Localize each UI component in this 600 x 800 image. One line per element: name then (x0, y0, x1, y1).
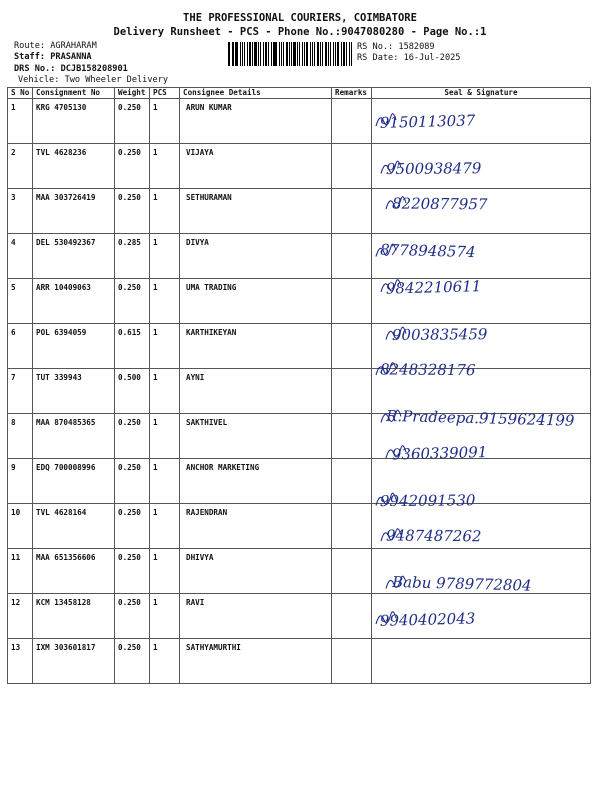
row-consignment: MAA 870485365 (33, 414, 115, 459)
row-weight: 0.250 (115, 549, 150, 594)
row-sno: 9 (8, 459, 33, 504)
row-pcs: 1 (150, 504, 180, 549)
row-consignment: POL 6394059 (33, 324, 115, 369)
row-sno: 2 (8, 144, 33, 189)
row-signature-cell (372, 99, 591, 144)
handwritten-signature: 9940402043 (379, 609, 476, 630)
barcode-bar (233, 42, 234, 66)
row-pcs: 1 (150, 414, 180, 459)
row-remarks (332, 144, 372, 189)
row-sno: 8 (8, 414, 33, 459)
row-consignment: KCM 13458128 (33, 594, 115, 639)
barcode-bar (249, 42, 251, 66)
row-signature-cell (372, 234, 591, 279)
row-sno: 7 (8, 369, 33, 414)
barcode-bar (297, 42, 298, 66)
barcode-bar (273, 42, 274, 66)
row-remarks (332, 459, 372, 504)
handwritten-signature: 9842210611 (385, 277, 482, 298)
barcode-bar (268, 42, 269, 66)
table-row (8, 279, 591, 324)
row-pcs: 1 (150, 189, 180, 234)
row-weight: 0.500 (115, 369, 150, 414)
barcode-bar (337, 42, 339, 66)
row-signature-cell (372, 279, 591, 324)
row-weight: 0.250 (115, 144, 150, 189)
handwritten-signature: 9487487262 (385, 526, 482, 546)
row-consignee: KARTHIKEYAN (180, 324, 332, 369)
barcode-bar (343, 42, 345, 66)
handwritten-signature: 9150113037 (379, 111, 476, 132)
barcode-bar (349, 42, 350, 66)
barcode-bar (330, 42, 332, 66)
barcode-bar (317, 42, 319, 66)
row-sno: 11 (8, 549, 33, 594)
barcode-bar (328, 42, 329, 66)
row-pcs: 1 (150, 459, 180, 504)
barcode-bar (274, 42, 276, 66)
table-row (8, 234, 591, 279)
barcode-bar (302, 42, 303, 66)
col-weight: Weight (115, 88, 150, 99)
barcode (228, 42, 353, 66)
barcode-bar (312, 42, 313, 66)
row-sno: 4 (8, 234, 33, 279)
row-remarks (332, 639, 372, 684)
barcode-bar (235, 42, 237, 66)
row-weight: 0.615 (115, 324, 150, 369)
row-sno: 3 (8, 189, 33, 234)
row-consignee: ANCHOR MARKETING (180, 459, 332, 504)
row-consignee: SAKTHIVEL (180, 414, 332, 459)
row-consignment: TVL 4628236 (33, 144, 115, 189)
rs-date: RS Date: 16-Jul-2025 (357, 53, 461, 63)
row-remarks (332, 279, 372, 324)
barcode-bar (286, 42, 288, 66)
row-sno: 10 (8, 504, 33, 549)
route-label: Route: AGRAHARAM (14, 41, 97, 51)
row-consignee: RAJENDRAN (180, 504, 332, 549)
row-weight: 0.250 (115, 594, 150, 639)
drs-label: DRS No.: DCJB158208901 (14, 64, 128, 74)
row-sno: 5 (8, 279, 33, 324)
handwritten-signature: 9003835459 (391, 325, 488, 345)
row-signature-cell (372, 189, 591, 234)
table-row (8, 459, 591, 504)
row-signature-cell (372, 414, 591, 459)
table-row (8, 504, 591, 549)
row-consignment: MAA 303726419 (33, 189, 115, 234)
row-pcs: 1 (150, 234, 180, 279)
table-row (8, 369, 591, 414)
barcode-bar (258, 42, 259, 66)
row-sno: 1 (8, 99, 33, 144)
row-consignee: SATHYAMURTHI (180, 639, 332, 684)
barcode-bar (310, 42, 312, 66)
row-weight: 0.250 (115, 189, 150, 234)
row-consignment: MAA 651356606 (33, 549, 115, 594)
barcode-bar (260, 42, 261, 66)
table-row (8, 414, 591, 459)
row-sno: 13 (8, 639, 33, 684)
barcode-bar (346, 42, 347, 66)
row-remarks (332, 549, 372, 594)
row-consignment: ARR 10409063 (33, 279, 115, 324)
handwritten-signature: 8220877957 (391, 194, 488, 214)
barcode-bar (341, 42, 342, 66)
barcode-bar (304, 42, 305, 66)
row-weight: 0.285 (115, 234, 150, 279)
row-consignment: IXM 303601817 (33, 639, 115, 684)
row-consignee: RAVI (180, 594, 332, 639)
row-signature-cell (372, 369, 591, 414)
barcode-bar (291, 42, 292, 66)
row-pcs: 1 (150, 144, 180, 189)
barcode-bar (254, 42, 256, 66)
barcode-bar (314, 42, 315, 66)
barcode-bar (283, 42, 284, 66)
row-consignee: ARUN KUMAR (180, 99, 332, 144)
row-sno: 6 (8, 324, 33, 369)
table-row (8, 639, 591, 684)
row-weight: 0.250 (115, 99, 150, 144)
barcode-bar (242, 42, 244, 66)
row-consignee: DHIVYA (180, 549, 332, 594)
row-signature-cell (372, 459, 591, 504)
runsheet-subtitle: Delivery Runsheet - PCS - Phone No.:9047080280 - Page No.:1 (113, 26, 487, 38)
barcode-bar (335, 42, 336, 66)
col-pcs: PCS (150, 88, 180, 99)
handwritten-signature: 8248328176 (379, 360, 476, 380)
barcode-bar (306, 42, 308, 66)
col-consignment: Consignment No (33, 88, 115, 99)
handwritten-signature: 9500938479 (385, 159, 482, 179)
row-pcs: 1 (150, 369, 180, 414)
table-row (8, 99, 591, 144)
row-remarks (332, 189, 372, 234)
table-row (8, 324, 591, 369)
row-weight: 0.250 (115, 459, 150, 504)
row-signature-cell (372, 594, 591, 639)
handwritten-signature: Babu 9789772804 (391, 572, 532, 595)
runsheet-table (7, 87, 591, 684)
row-pcs: 1 (150, 279, 180, 324)
row-sno: 12 (8, 594, 33, 639)
row-remarks (332, 594, 372, 639)
row-consignment: EDQ 700008996 (33, 459, 115, 504)
table-header-row (8, 88, 591, 99)
handwritten-signature: R.Pradeepa.9159624199 (385, 406, 575, 430)
barcode-bar (247, 42, 248, 66)
row-signature-cell (372, 324, 591, 369)
rs-number: RS No.: 1582089 (357, 42, 435, 52)
row-consignment: TVL 4628164 (33, 504, 115, 549)
barcode-bar (252, 42, 253, 66)
barcode-bar (289, 42, 290, 66)
handwritten-signature: 9942091530 (379, 491, 476, 511)
barcode-bar (265, 42, 267, 66)
barcode-bar (228, 42, 230, 66)
barcode-bar (293, 42, 295, 66)
row-signature-cell (372, 144, 591, 189)
row-consignment: DEL 530492367 (33, 234, 115, 279)
row-weight: 0.250 (115, 414, 150, 459)
col-remarks: Remarks (332, 88, 372, 99)
row-signature-cell (372, 549, 591, 594)
vehicle-label: Vehicle: Two Wheeler Delivery (18, 75, 169, 85)
row-consignee: DIVYA (180, 234, 332, 279)
row-consignee: UMA TRADING (180, 279, 332, 324)
row-pcs: 1 (150, 639, 180, 684)
barcode-bar (244, 42, 245, 66)
barcode-bar (240, 42, 241, 66)
handwritten-signature: 9360339091 (391, 443, 488, 464)
table-row (8, 189, 591, 234)
row-weight: 0.250 (115, 279, 150, 324)
row-consignee: VIJAYA (180, 144, 332, 189)
staff-label: Staff: PRASANNA (14, 52, 92, 62)
table-row (8, 144, 591, 189)
barcode-bar (333, 42, 334, 66)
row-weight: 0.250 (115, 639, 150, 684)
barcode-bar (281, 42, 282, 66)
row-remarks (332, 369, 372, 414)
row-remarks (332, 324, 372, 369)
row-pcs: 1 (150, 549, 180, 594)
row-pcs: 1 (150, 324, 180, 369)
row-remarks (332, 414, 372, 459)
row-consignment: KRG 4705130 (33, 99, 115, 144)
col-sno: S No (8, 88, 33, 99)
row-remarks (332, 504, 372, 549)
barcode-bar (263, 42, 265, 66)
barcode-bar (299, 42, 301, 66)
barcode-bar (232, 42, 233, 66)
barcode-bar (322, 42, 323, 66)
row-pcs: 1 (150, 99, 180, 144)
col-signature: Seal & Signature (372, 88, 591, 99)
barcode-bar (325, 42, 327, 66)
row-remarks (332, 99, 372, 144)
row-pcs: 1 (150, 594, 180, 639)
row-weight: 0.250 (115, 504, 150, 549)
row-consignee: SETHURAMAN (180, 189, 332, 234)
barcode-bar (279, 42, 281, 66)
row-signature-cell (372, 639, 591, 684)
handwritten-signature: 8778948574 (379, 240, 476, 262)
row-signature-cell (372, 504, 591, 549)
col-consignee: Consignee Details (180, 88, 332, 99)
barcode-bar (351, 42, 353, 66)
row-consignee: AYNI (180, 369, 332, 414)
company-title: THE PROFESSIONAL COURIERS, COIMBATORE (183, 12, 417, 24)
row-consignment: TUT 339943 (33, 369, 115, 414)
row-remarks (332, 234, 372, 279)
barcode-bar (271, 42, 272, 66)
barcode-bar (320, 42, 321, 66)
table-row (8, 549, 591, 594)
table-row (8, 594, 591, 639)
